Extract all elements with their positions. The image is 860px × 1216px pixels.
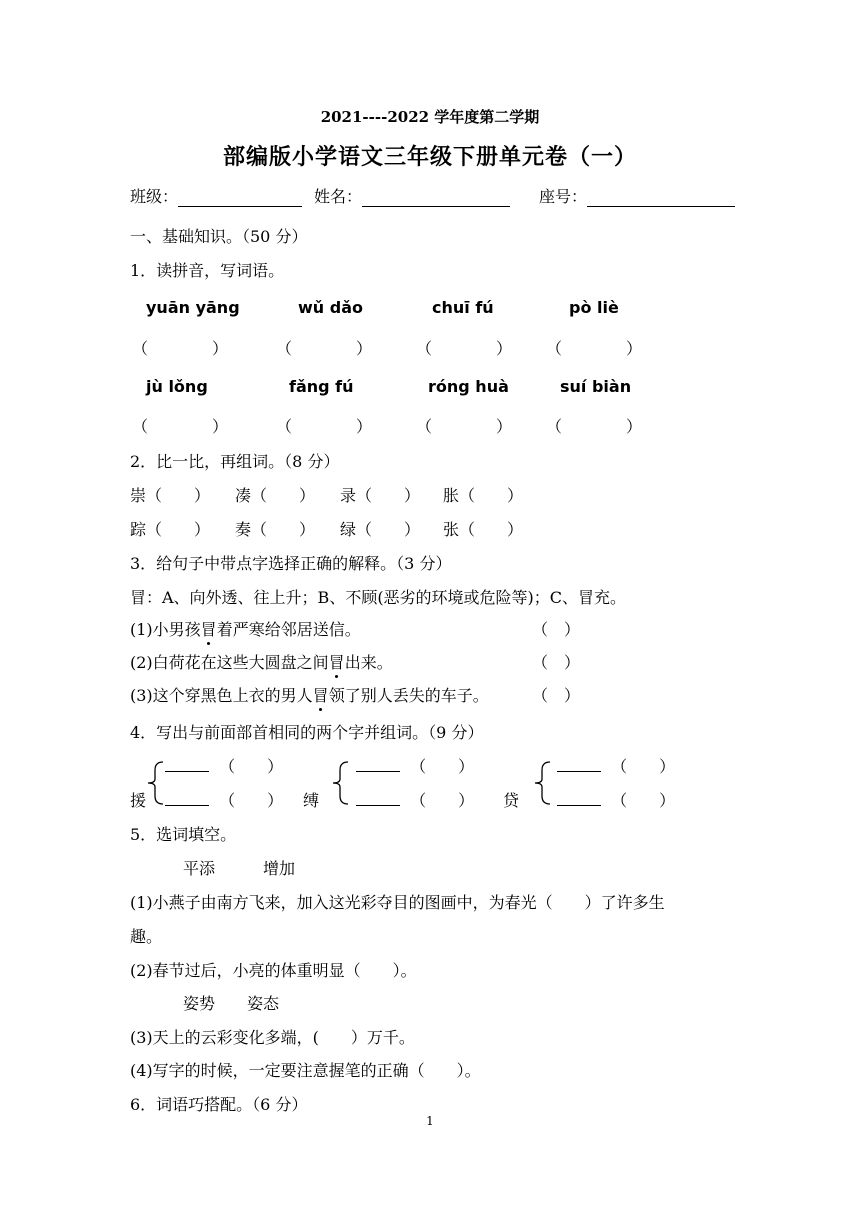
q4-paren[interactable]: （ ） <box>410 791 475 810</box>
q4-slot <box>356 754 474 777</box>
q1-heading: 1．读拼音，写词语。 <box>130 261 285 280</box>
q4-paren[interactable]: （ ） <box>611 791 676 810</box>
compare-paren[interactable]: （ ） <box>146 486 211 505</box>
left-brace-icon <box>143 760 165 806</box>
compare-char-8: 张（ ） <box>443 520 524 539</box>
q5-sentence-4[interactable]: (4)写字的时候，一定要注意握笔的正确（ ）。 <box>130 1061 481 1080</box>
radical-char-2: 缚 <box>303 791 320 810</box>
compare-paren[interactable]: （ ） <box>356 486 421 505</box>
compare-char-6: 奏（ ） <box>235 520 316 539</box>
answer-paren-3[interactable]: （ ） <box>416 339 513 358</box>
class-blank[interactable] <box>178 188 302 207</box>
name-label: 姓名： <box>314 187 363 206</box>
name-field <box>314 184 510 207</box>
answer-paren-4[interactable]: （ ） <box>546 339 643 358</box>
answer-paren-5[interactable]: （ ） <box>132 417 229 436</box>
seat-label: 座号： <box>539 187 588 206</box>
dotted-char: 冒 <box>313 683 329 706</box>
radical-char-3: 贷 <box>503 791 520 810</box>
q4-paren[interactable]: （ ） <box>219 757 284 776</box>
pinyin-6: fǎng fú <box>289 377 354 396</box>
seat-blank[interactable] <box>587 188 735 207</box>
q4-slot <box>356 788 474 811</box>
school-year: 2021----2022 学年度第二学期 <box>320 108 540 126</box>
compare-char-2: 凑（ ） <box>235 486 316 505</box>
compare-char-1: 崇（ ） <box>130 486 211 505</box>
write-line[interactable] <box>165 791 209 806</box>
left-brace-icon <box>328 760 350 806</box>
q3-answer-3[interactable]: （ ） <box>532 686 581 705</box>
q3-sentence-2: (2)白荷花在这些大圆盘之间冒出来。 <box>130 650 393 673</box>
q4-slot <box>165 754 283 777</box>
pinyin-7: róng huà <box>428 377 509 396</box>
compare-paren[interactable]: （ ） <box>251 520 316 539</box>
name-blank[interactable] <box>362 188 510 207</box>
answer-paren-6[interactable]: （ ） <box>276 417 373 436</box>
q3-sentence-3: (3)这个穿黑色上衣的男人冒领了别人丢失的车子。 <box>130 683 489 706</box>
q6-heading: 6．词语巧搭配。（6 分） <box>130 1095 308 1114</box>
compare-char-4: 胀（ ） <box>443 486 524 505</box>
compare-char-5: 踪（ ） <box>130 520 211 539</box>
write-line[interactable] <box>557 757 601 772</box>
answer-paren-7[interactable]: （ ） <box>416 417 513 436</box>
compare-char-3: 录（ ） <box>340 486 421 505</box>
answer-paren-2[interactable]: （ ） <box>276 339 373 358</box>
q4-slot <box>557 754 675 777</box>
dotted-char: 冒 <box>201 617 217 640</box>
q3-definition: 冒：A、向外透、往上升；B、不顾(恶劣的环境或危险等)；C、冒充。 <box>130 588 627 607</box>
write-line[interactable] <box>165 757 209 772</box>
pinyin-4: pò liè <box>569 298 619 317</box>
word-choices-1: 平添 增加 <box>183 859 296 878</box>
q3-answer-1[interactable]: （ ） <box>532 620 581 639</box>
compare-char-7: 绿（ ） <box>340 520 421 539</box>
compare-paren[interactable]: （ ） <box>356 520 421 539</box>
radical-char-1: 援 <box>130 791 147 810</box>
pinyin-2: wǔ dǎo <box>298 298 363 317</box>
q4-paren[interactable]: （ ） <box>410 757 475 776</box>
class-field <box>130 184 302 207</box>
dotted-char: 冒 <box>329 650 345 673</box>
word-choices-2: 姿势 姿态 <box>183 994 280 1013</box>
exam-title: 部编版小学语文三年级下册单元卷（一） <box>222 144 637 170</box>
q4-paren[interactable]: （ ） <box>219 791 284 810</box>
write-line[interactable] <box>557 791 601 806</box>
pinyin-3: chuī fú <box>432 298 494 317</box>
q3-heading: 3．给句子中带点字选择正确的解释。（3 分） <box>130 554 452 573</box>
seat-field <box>539 184 735 207</box>
q4-paren[interactable]: （ ） <box>611 757 676 776</box>
left-brace-icon <box>530 760 552 806</box>
q4-slot <box>165 788 283 811</box>
pinyin-1: yuān yāng <box>146 298 240 317</box>
q4-heading: 4．写出与前面部首相同的两个字并组词。（9 分） <box>130 723 484 742</box>
q3-sentence-1: (1)小男孩冒着严寒给邻居送信。 <box>130 617 361 640</box>
q3-answer-2[interactable]: （ ） <box>532 653 581 672</box>
write-line[interactable] <box>356 791 400 806</box>
q5-sentence-1[interactable]: (1)小燕子由南方飞来，加入这光彩夺目的图画中，为春光（ ）了许多生 <box>130 893 665 912</box>
write-line[interactable] <box>356 757 400 772</box>
compare-paren[interactable]: （ ） <box>251 486 316 505</box>
q2-heading: 2．比一比，再组词。（8 分） <box>130 452 340 471</box>
pinyin-5: jù lǒng <box>146 377 208 396</box>
section1-heading: 一、基础知识。（50 分） <box>130 227 308 246</box>
pinyin-8: suí biàn <box>560 377 632 396</box>
q4-slot <box>557 788 675 811</box>
q5-heading: 5．选词填空。 <box>130 825 237 844</box>
q5-sentence-3[interactable]: (3)天上的云彩变化多端，( ）万千。 <box>130 1028 415 1047</box>
compare-paren[interactable]: （ ） <box>146 520 211 539</box>
answer-paren-8[interactable]: （ ） <box>546 417 643 436</box>
page-number: 1 <box>426 1114 434 1128</box>
class-label: 班级： <box>130 187 179 206</box>
answer-paren-1[interactable]: （ ） <box>132 339 229 358</box>
compare-paren[interactable]: （ ） <box>459 486 524 505</box>
q5-sentence-2[interactable]: (2)春节过后，小亮的体重明显（ ）。 <box>130 961 417 980</box>
compare-paren[interactable]: （ ） <box>459 520 524 539</box>
q5-sentence-1-cont: 趣。 <box>130 927 163 946</box>
